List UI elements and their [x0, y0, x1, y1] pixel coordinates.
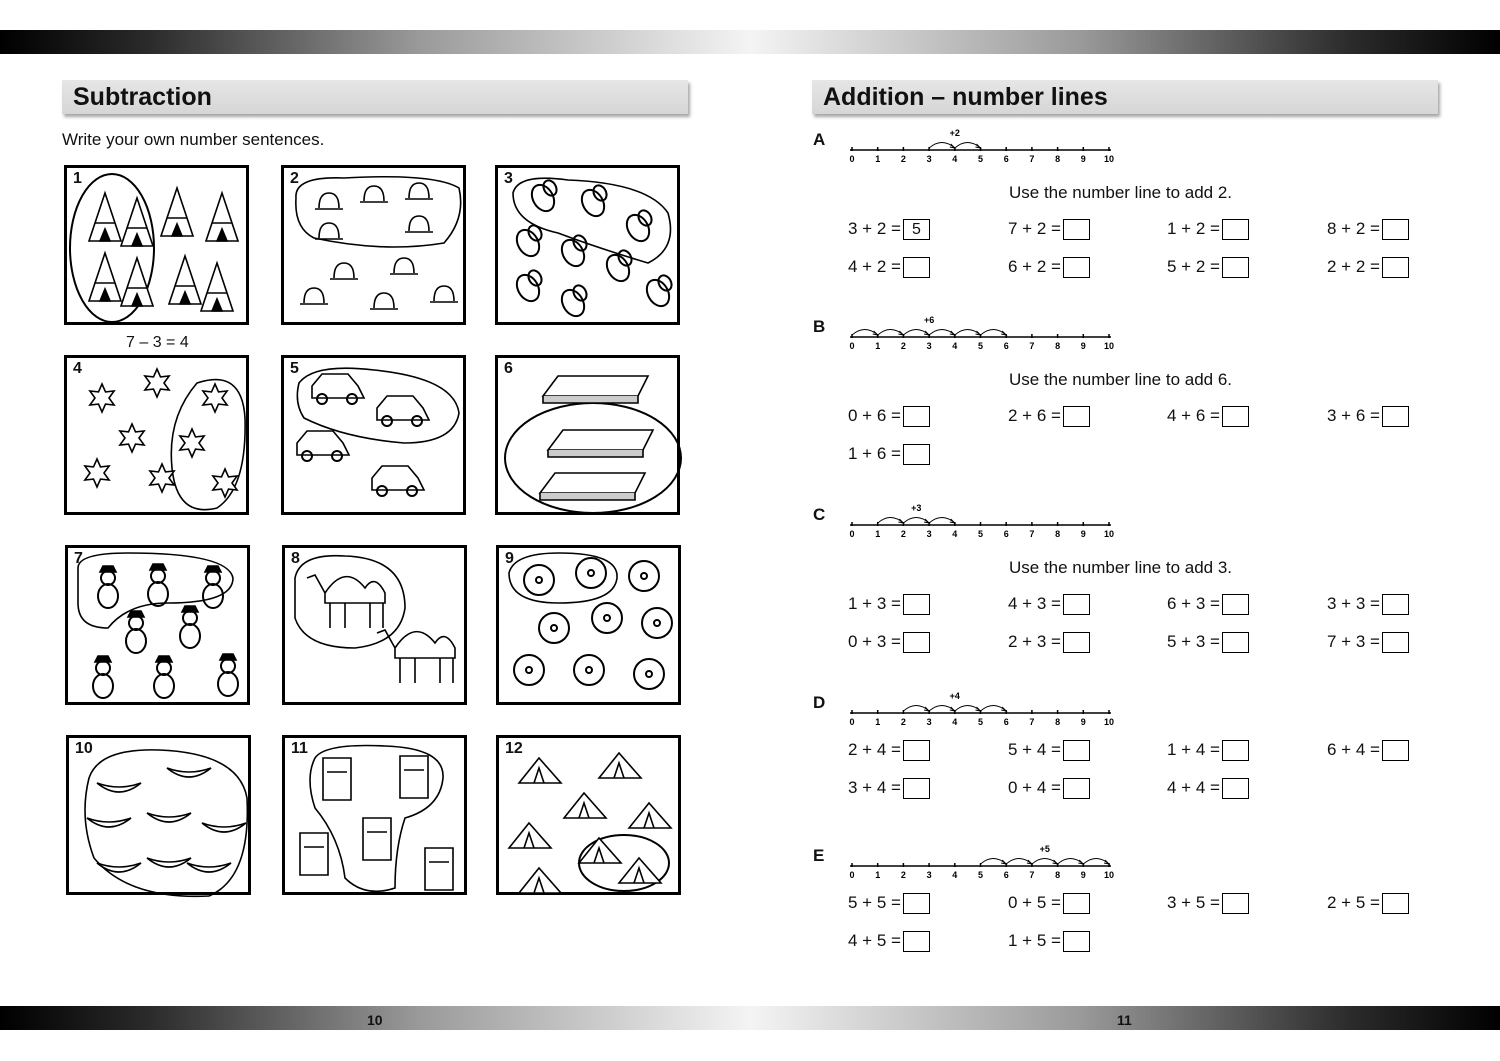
- answer-box[interactable]: [903, 931, 930, 952]
- circles-illustration: [499, 548, 684, 708]
- tick-label: 8: [1055, 717, 1061, 727]
- tick-label: 9: [1080, 341, 1086, 351]
- answer-box[interactable]: [1063, 778, 1090, 799]
- answer-box[interactable]: [903, 632, 930, 653]
- jump-label: +3: [911, 503, 922, 513]
- tick-label: 2: [900, 870, 906, 880]
- equation: [1167, 255, 1249, 279]
- number-line: [846, 311, 1116, 351]
- tick-label: 9: [1080, 529, 1086, 539]
- equation: [1327, 738, 1409, 762]
- equation-text: 3 + 3 =: [1327, 594, 1380, 613]
- card-number: 1: [73, 170, 82, 187]
- equation: [1008, 929, 1090, 953]
- answer-box[interactable]: [1063, 257, 1090, 278]
- equation-text: 3 + 2 =: [848, 219, 901, 238]
- equation-text: 0 + 4 =: [1008, 778, 1061, 797]
- picture-card: [282, 735, 467, 895]
- section-label: E: [813, 846, 825, 865]
- tick-label: 5: [977, 341, 984, 351]
- card-number: 11: [291, 740, 308, 757]
- answer-box[interactable]: [903, 444, 930, 465]
- tick-label: 3: [926, 341, 932, 351]
- section-instruction: Use the number line to add 2.: [1009, 183, 1233, 202]
- equation-text: 0 + 5 =: [1008, 893, 1061, 912]
- equation: [1008, 255, 1090, 279]
- right-page-number: 11: [1117, 1012, 1132, 1028]
- section-instruction: Use the number line to add 6.: [1009, 370, 1233, 389]
- tick-label: 6: [1003, 529, 1009, 539]
- equation: [1008, 217, 1090, 241]
- equation-text: 6 + 2 =: [1008, 257, 1061, 276]
- equation: [848, 442, 930, 466]
- number-line: [846, 124, 1116, 164]
- section-label: C: [813, 505, 826, 524]
- tick-label: 8: [1055, 154, 1061, 164]
- equation-text: 4 + 5 =: [848, 931, 901, 950]
- equation-text: 3 + 4 =: [848, 778, 901, 797]
- answer-box[interactable]: [1222, 740, 1249, 761]
- equation-text: 1 + 3 =: [848, 594, 901, 613]
- equation: [848, 592, 930, 616]
- equation-text: 1 + 4 =: [1167, 740, 1220, 759]
- equation: [848, 929, 930, 953]
- picture-card: [282, 545, 467, 705]
- equation-text: 1 + 5 =: [1008, 931, 1061, 950]
- picture-card: [496, 735, 681, 895]
- jump-label: +5: [1039, 844, 1050, 854]
- equation-text: 2 + 4 =: [848, 740, 901, 759]
- equation: [1327, 630, 1409, 654]
- equation-text: 7 + 2 =: [1008, 219, 1061, 238]
- number-line: [846, 840, 1116, 880]
- picture-card: [64, 165, 249, 325]
- picture-card: [65, 545, 250, 705]
- equation-text: 8 + 2 =: [1327, 219, 1380, 238]
- section-label: A: [813, 130, 826, 149]
- tick-label: 4: [952, 341, 958, 351]
- equation: [1167, 592, 1249, 616]
- tick-label: 6: [1003, 717, 1009, 727]
- picture-card: [66, 735, 251, 895]
- equation: [848, 217, 930, 241]
- card-number: 10: [75, 740, 93, 757]
- tick-label: 7: [1029, 870, 1035, 880]
- equation-text: 2 + 5 =: [1327, 893, 1380, 912]
- card-number: 4: [73, 360, 82, 377]
- equation: [848, 404, 930, 428]
- equation: [1008, 738, 1090, 762]
- number-line: [846, 499, 1116, 539]
- tick-label: 4: [952, 529, 958, 539]
- tick-label: 8: [1055, 529, 1061, 539]
- equation: [1327, 217, 1409, 241]
- books-illustration: [498, 358, 683, 518]
- tick-label: 5: [977, 154, 984, 164]
- tick-label: 2: [900, 717, 906, 727]
- equation-text: 2 + 6 =: [1008, 406, 1061, 425]
- snowmen-illustration: [68, 548, 253, 708]
- tick-label: 7: [1029, 529, 1035, 539]
- equation: [1008, 592, 1090, 616]
- answer-box[interactable]: [1382, 257, 1409, 278]
- tipis-illustration: [67, 168, 252, 328]
- pears-illustration: [498, 168, 683, 328]
- bottom-decorative-bar: [0, 1006, 1500, 1030]
- picture-card: [495, 165, 680, 325]
- tick-label: 1: [875, 717, 881, 727]
- answer-box[interactable]: [1222, 406, 1249, 427]
- tick-label: 9: [1080, 154, 1086, 164]
- equation-text: 0 + 3 =: [848, 632, 901, 651]
- equation-text: 2 + 3 =: [1008, 632, 1061, 651]
- camels-illustration: [285, 548, 470, 708]
- tents-illustration: [499, 738, 684, 903]
- tick-label: 5: [977, 870, 984, 880]
- top-decorative-bar: [0, 30, 1500, 54]
- tick-label: 3: [926, 529, 932, 539]
- card-number: 3: [504, 170, 513, 187]
- tick-label: 3: [926, 870, 932, 880]
- tick-label: 10: [1103, 717, 1115, 727]
- answer-box[interactable]: [903, 893, 930, 914]
- tick-label: 7: [1029, 717, 1035, 727]
- tick-label: 6: [1003, 870, 1009, 880]
- card-number: 6: [504, 360, 513, 377]
- picture-card: [496, 545, 681, 705]
- tick-label: 5: [977, 529, 984, 539]
- equation-text: 4 + 2 =: [848, 257, 901, 276]
- answer-box[interactable]: [1063, 740, 1090, 761]
- picture-card: [281, 355, 466, 515]
- tick-label: 1: [875, 154, 881, 164]
- picture-card: [281, 165, 466, 325]
- equation: [1167, 404, 1249, 428]
- tick-label: 2: [900, 154, 906, 164]
- subtraction-title: Subtraction: [62, 80, 688, 114]
- card-number: 7: [74, 550, 83, 567]
- answer-box[interactable]: [903, 778, 930, 799]
- answer-box[interactable]: [1382, 740, 1409, 761]
- card-number: 5: [290, 360, 299, 377]
- picture-card: [64, 355, 249, 515]
- stars-illustration: [67, 358, 252, 518]
- section-label: B: [813, 317, 826, 336]
- book-stack-illustration: [285, 738, 470, 903]
- tick-label: 4: [952, 870, 958, 880]
- tick-label: 3: [926, 154, 932, 164]
- equation: [1167, 891, 1249, 915]
- subtraction-instruction: Write your own number sentences.: [62, 130, 325, 149]
- equation-text: 0 + 6 =: [848, 406, 901, 425]
- equation-text: 3 + 5 =: [1167, 893, 1220, 912]
- equation: [1008, 630, 1090, 654]
- equation: [1167, 217, 1249, 241]
- answer-box[interactable]: [1382, 406, 1409, 427]
- hats-illustration: [284, 168, 469, 328]
- tick-label: 8: [1055, 341, 1061, 351]
- answer-box[interactable]: [1222, 594, 1249, 615]
- number-line: [846, 687, 1116, 727]
- tick-label: 2: [900, 529, 906, 539]
- equation-text: 1 + 6 =: [848, 444, 901, 463]
- tick-label: 0: [849, 870, 855, 880]
- tick-label: 4: [952, 717, 958, 727]
- tick-label: 7: [1029, 341, 1035, 351]
- picture-card: [495, 355, 680, 515]
- answer-box[interactable]: [1222, 219, 1249, 240]
- tick-label: 10: [1103, 154, 1115, 164]
- equation-text: 5 + 2 =: [1167, 257, 1220, 276]
- answer-box[interactable]: [1382, 594, 1409, 615]
- tick-label: 10: [1103, 870, 1115, 880]
- tick-label: 0: [849, 341, 855, 351]
- card-number: 12: [505, 740, 523, 757]
- equation-text: 1 + 2 =: [1167, 219, 1220, 238]
- jump-label: +6: [923, 315, 935, 325]
- tick-label: 5: [977, 717, 984, 727]
- answer-box[interactable]: [1063, 893, 1090, 914]
- equation-text: 3 + 6 =: [1327, 406, 1380, 425]
- answer-box[interactable]: [1222, 632, 1249, 653]
- section-label: D: [813, 693, 826, 712]
- answer-box[interactable]: [1222, 257, 1249, 278]
- answer-box[interactable]: [903, 594, 930, 615]
- equation: [848, 776, 930, 800]
- answer-box[interactable]: [1222, 778, 1249, 799]
- tick-label: 1: [875, 870, 881, 880]
- answer-box[interactable]: [1063, 632, 1090, 653]
- tick-label: 0: [849, 529, 855, 539]
- answer-box[interactable]: 5: [903, 219, 930, 240]
- tick-label: 10: [1103, 529, 1115, 539]
- equation: [1327, 891, 1409, 915]
- answer-box[interactable]: [903, 406, 930, 427]
- answer-box[interactable]: [1063, 219, 1090, 240]
- tick-label: 1: [875, 529, 881, 539]
- cars-illustration: [284, 358, 469, 518]
- equation: [1008, 891, 1090, 915]
- answer-box[interactable]: [1382, 219, 1409, 240]
- answer-box[interactable]: [1222, 893, 1249, 914]
- answer-box[interactable]: [1063, 594, 1090, 615]
- answer-box[interactable]: [1382, 632, 1409, 653]
- card-number: 9: [505, 550, 514, 567]
- tick-label: 8: [1055, 870, 1061, 880]
- equation-text: 6 + 3 =: [1167, 594, 1220, 613]
- equation-text: 4 + 4 =: [1167, 778, 1220, 797]
- equation-text: 4 + 6 =: [1167, 406, 1220, 425]
- equation: [848, 630, 930, 654]
- tick-label: 6: [1003, 341, 1009, 351]
- tick-label: 0: [849, 717, 855, 727]
- card-number: 2: [290, 170, 299, 187]
- tick-label: 6: [1003, 154, 1009, 164]
- equation: [1327, 592, 1409, 616]
- equation-text: 7 + 3 =: [1327, 632, 1380, 651]
- card-number: 8: [291, 550, 300, 567]
- equation: [848, 255, 930, 279]
- tick-label: 3: [926, 717, 932, 727]
- section-instruction: Use the number line to add 3.: [1009, 558, 1233, 577]
- bananas-illustration: [69, 738, 254, 903]
- equation: [1008, 404, 1090, 428]
- answer-box[interactable]: [903, 740, 930, 761]
- equation-text: 6 + 4 =: [1327, 740, 1380, 759]
- jump-label: +2: [949, 128, 960, 138]
- answer-box[interactable]: [903, 257, 930, 278]
- equation-text: 5 + 4 =: [1008, 740, 1061, 759]
- tick-label: 9: [1080, 717, 1086, 727]
- example-sentence: 7 – 3 = 4: [126, 334, 189, 351]
- equation: [1167, 776, 1249, 800]
- answer-box[interactable]: [1063, 406, 1090, 427]
- left-page-number: 10: [367, 1012, 383, 1028]
- tick-label: 10: [1103, 341, 1115, 351]
- tick-label: 1: [875, 341, 881, 351]
- tick-label: 9: [1080, 870, 1086, 880]
- equation-text: 2 + 2 =: [1327, 257, 1380, 276]
- equation-text: 4 + 3 =: [1008, 594, 1061, 613]
- equation-text: 5 + 5 =: [848, 893, 901, 912]
- answer-box[interactable]: [1063, 931, 1090, 952]
- equation: [848, 891, 930, 915]
- answer-box[interactable]: [1382, 893, 1409, 914]
- tick-label: 2: [900, 341, 906, 351]
- jump-label: +4: [949, 691, 960, 701]
- equation: [848, 738, 930, 762]
- equation-text: 5 + 3 =: [1167, 632, 1220, 651]
- tick-label: 7: [1029, 154, 1035, 164]
- equation: [1327, 404, 1409, 428]
- equation: [1327, 255, 1409, 279]
- equation: [1167, 738, 1249, 762]
- tick-label: 0: [849, 154, 855, 164]
- equation: [1167, 630, 1249, 654]
- tick-label: 4: [952, 154, 958, 164]
- equation: [1008, 776, 1090, 800]
- addition-title: Addition – number lines: [812, 80, 1438, 114]
